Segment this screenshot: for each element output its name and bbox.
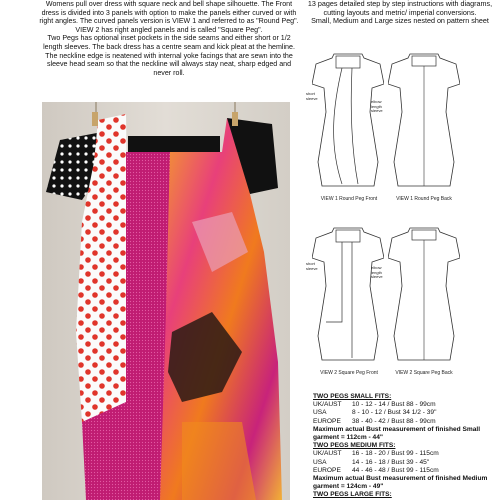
view2-front-sketch <box>312 226 384 366</box>
short-sleeve-label: short sleeve <box>306 91 318 101</box>
small-fit-row: USA 8 - 10 - 12 / Bust 34 1/2 - 39" <box>313 409 437 417</box>
dress-photo <box>42 102 290 500</box>
short-sleeve-label-2: short sleeve <box>306 261 318 271</box>
description-paragraph-1: Womens pull over dress with square neck and bell shape silhouette. The Front dress is divided into 3 panels with option to make the panels either curved or with right angles. The curved panels version is VIEW 1 and referred to as "Round Peg". VIEW 2 has right angled panels and is called "Square Peg". <box>39 0 299 34</box>
small-fits-title: TWO PEGS SMALL FITS: <box>313 393 392 400</box>
small-fit-note: Maximum actual Bust measurement of finished Small garment = 112cm - 44" <box>313 425 481 442</box>
elbow-sleeve-label: elbow length sleeve <box>371 99 383 113</box>
view2-front-caption: VIEW 2 Square Peg Front <box>320 370 378 376</box>
small-fit-row: EUROPE 38 - 40 - 42 / Bust 88 - 99cm <box>313 417 436 425</box>
view2-back-caption: VIEW 2 Square Peg Back <box>395 370 453 376</box>
description-text <box>38 0 300 77</box>
view1-front-caption: VIEW 1 Round Peg Front <box>320 196 378 202</box>
elbow-sleeve-label-2: elbow length sleeve <box>371 265 383 279</box>
description-paragraph-2: Two Pegs has optional inset pockets in the side seams and either short or 1/2 length sleeves. The back dress has a centre seam and kick pleat at the hemline. The neckline edge is neatened with internal yoke facings that are sewn into the sleeve head seam so that the neckline will always stay neat, sharp edged and never roll. <box>43 34 295 77</box>
medium-fits-title: TWO PEGS MEDIUM FITS: <box>313 442 396 450</box>
medium-fit-note: Maximum actual Bust measurement of finished Medium garment = 124cm - 49" <box>313 475 488 491</box>
view1-front-sketch <box>312 52 384 192</box>
medium-fit-row: UK/AUST 16 - 18 - 20 / Bust 99 - 115cm <box>313 450 439 458</box>
size-fits <box>313 393 500 500</box>
large-fits-title: TWO PEGS LARGE FITS: <box>313 491 392 499</box>
view1-back-caption: VIEW 1 Round Peg Back <box>396 196 452 202</box>
medium-fit-row: EUROPE 44 - 46 - 48 / Bust 99 - 115cm <box>313 466 439 474</box>
pattern-info-text <box>304 0 496 26</box>
medium-fit-row: USA 14 - 16 - 18 / Bust 39 - 45" <box>313 458 430 466</box>
small-fit-row: UK/AUST 10 - 12 - 14 / Bust 88 - 99cm <box>313 401 436 409</box>
view1-back-sketch <box>388 52 460 192</box>
dress-photo-illustration <box>42 102 290 500</box>
view2-back-sketch <box>388 226 460 366</box>
pattern-info-line-2: Small, Medium and Large sizes nested on pattern sheet <box>311 16 489 26</box>
pattern-info-line-1: 13 pages detailed step by step instructions with diagrams, cutting layouts and metric/ imperial conversions. <box>307 0 493 17</box>
